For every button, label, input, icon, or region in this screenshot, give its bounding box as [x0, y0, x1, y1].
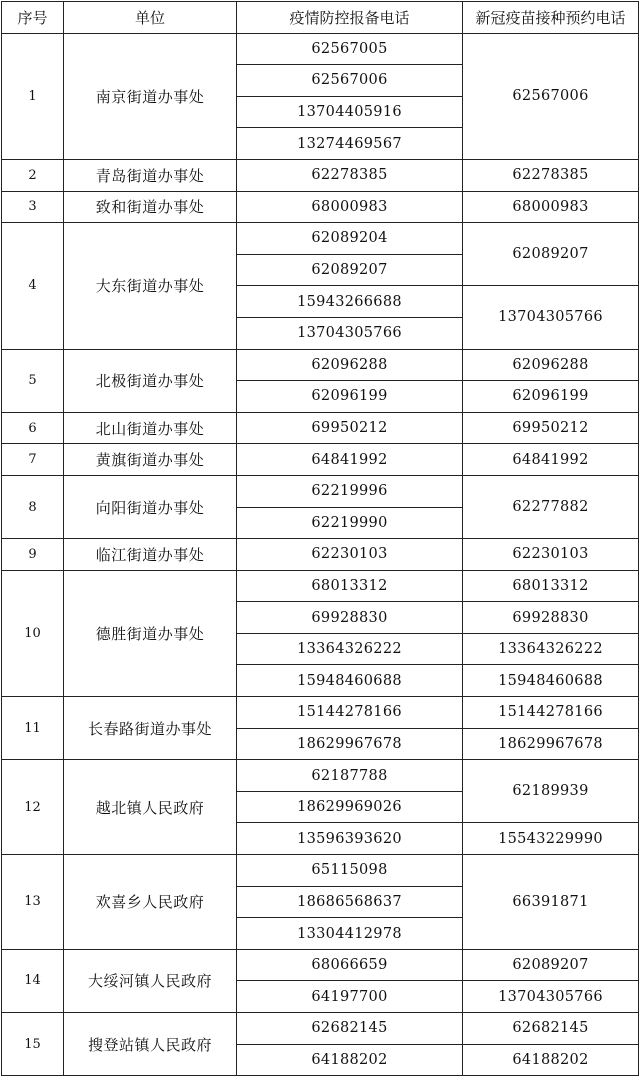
report-phone-cell: 62089204	[237, 223, 463, 255]
report-phone-cell: 62682145	[237, 1013, 463, 1045]
seq-cell: 6	[2, 412, 64, 444]
unit-cell: 青岛街道办事处	[64, 159, 237, 191]
report-phone-cell: 68013312	[237, 570, 463, 602]
unit-cell: 欢喜乡人民政府	[64, 855, 237, 950]
report-phone-cell: 62089207	[237, 254, 463, 286]
seq-cell: 2	[2, 159, 64, 191]
vaccine-phone-cell: 69950212	[463, 412, 639, 444]
seq-cell: 1	[2, 33, 64, 159]
report-phone-cell: 13364326222	[237, 633, 463, 665]
unit-cell: 搜登站镇人民政府	[64, 1013, 237, 1076]
table-row	[2, 349, 639, 381]
header-row	[2, 2, 639, 34]
seq-cell: 13	[2, 855, 64, 950]
seq-cell: 8	[2, 475, 64, 538]
report-phone-cell: 18629969026	[237, 791, 463, 823]
report-phone-cell: 62567006	[237, 65, 463, 97]
report-phone-cell: 13596393620	[237, 823, 463, 855]
vaccine-phone-cell: 62277882	[463, 475, 639, 538]
report-phone-cell: 62187788	[237, 760, 463, 792]
header-vaccine-phone: 新冠疫苗接种预约电话	[463, 2, 639, 34]
table-row	[2, 412, 639, 444]
vaccine-phone-cell: 66391871	[463, 855, 639, 950]
report-phone-cell: 68066659	[237, 949, 463, 981]
seq-cell: 10	[2, 570, 64, 696]
report-phone-cell: 13304412978	[237, 918, 463, 950]
vaccine-phone-cell: 64188202	[463, 1044, 639, 1076]
vaccine-phone-cell: 18629967678	[463, 728, 639, 760]
vaccine-phone-cell: 15144278166	[463, 697, 639, 729]
table-row	[2, 1013, 639, 1045]
vaccine-phone-cell: 62189939	[463, 760, 639, 823]
seq-cell: 11	[2, 697, 64, 760]
vaccine-phone-cell: 13704305766	[463, 286, 639, 349]
seq-cell: 5	[2, 349, 64, 412]
table-row	[2, 223, 639, 255]
report-phone-cell: 15144278166	[237, 697, 463, 729]
table-row	[2, 855, 639, 887]
seq-cell: 15	[2, 1013, 64, 1076]
unit-cell: 大东街道办事处	[64, 223, 237, 349]
vaccine-phone-cell: 68013312	[463, 570, 639, 602]
table-row	[2, 760, 639, 792]
vaccine-phone-cell: 15948460688	[463, 665, 639, 697]
seq-cell: 9	[2, 539, 64, 571]
report-phone-cell: 13274469567	[237, 128, 463, 160]
report-phone-cell: 69950212	[237, 412, 463, 444]
report-phone-cell: 62278385	[237, 159, 463, 191]
seq-cell: 7	[2, 444, 64, 476]
vaccine-phone-cell: 62682145	[463, 1013, 639, 1045]
header-seq: 序号	[2, 2, 64, 34]
table-row	[2, 159, 639, 191]
unit-cell: 致和街道办事处	[64, 191, 237, 223]
unit-cell: 大绥河镇人民政府	[64, 949, 237, 1012]
report-phone-cell: 62219996	[237, 475, 463, 507]
vaccine-phone-cell: 62096288	[463, 349, 639, 381]
report-phone-cell: 64188202	[237, 1044, 463, 1076]
unit-cell: 北极街道办事处	[64, 349, 237, 412]
vaccine-phone-cell: 62096199	[463, 381, 639, 413]
report-phone-cell: 64197700	[237, 981, 463, 1013]
vaccine-phone-cell: 13704305766	[463, 981, 639, 1013]
unit-cell: 越北镇人民政府	[64, 760, 237, 855]
vaccine-phone-cell: 62278385	[463, 159, 639, 191]
report-phone-cell: 13704405916	[237, 96, 463, 128]
vaccine-phone-cell: 62230103	[463, 539, 639, 571]
unit-cell: 向阳街道办事处	[64, 475, 237, 538]
vaccine-phone-cell: 62089207	[463, 223, 639, 286]
report-phone-cell: 69928830	[237, 602, 463, 634]
report-phone-cell: 62219990	[237, 507, 463, 539]
vaccine-phone-cell: 62567006	[463, 33, 639, 159]
report-phone-cell: 18686568637	[237, 886, 463, 918]
seq-cell: 12	[2, 760, 64, 855]
report-phone-cell: 65115098	[237, 855, 463, 887]
table-row	[2, 444, 639, 476]
report-phone-cell: 13704305766	[237, 317, 463, 349]
table-body	[2, 33, 639, 1076]
seq-cell: 4	[2, 223, 64, 349]
unit-cell: 南京街道办事处	[64, 33, 237, 159]
report-phone-cell: 15948460688	[237, 665, 463, 697]
table-row	[2, 33, 639, 65]
phone-directory-table	[1, 1, 639, 1076]
report-phone-cell: 18629967678	[237, 728, 463, 760]
vaccine-phone-cell: 62089207	[463, 949, 639, 981]
report-phone-cell: 62567005	[237, 33, 463, 65]
vaccine-phone-cell: 68000983	[463, 191, 639, 223]
seq-cell: 14	[2, 949, 64, 1012]
report-phone-cell: 64841992	[237, 444, 463, 476]
report-phone-cell: 62096199	[237, 381, 463, 413]
unit-cell: 黄旗街道办事处	[64, 444, 237, 476]
vaccine-phone-cell: 64841992	[463, 444, 639, 476]
header-unit: 单位	[64, 2, 237, 34]
report-phone-cell: 62096288	[237, 349, 463, 381]
unit-cell: 临江街道办事处	[64, 539, 237, 571]
report-phone-cell: 15943266688	[237, 286, 463, 318]
vaccine-phone-cell: 69928830	[463, 602, 639, 634]
unit-cell: 北山街道办事处	[64, 412, 237, 444]
unit-cell: 德胜街道办事处	[64, 570, 237, 696]
table-row	[2, 949, 639, 981]
vaccine-phone-cell: 13364326222	[463, 633, 639, 665]
seq-cell: 3	[2, 191, 64, 223]
table-row	[2, 697, 639, 729]
table-row	[2, 570, 639, 602]
report-phone-cell: 68000983	[237, 191, 463, 223]
report-phone-cell: 62230103	[237, 539, 463, 571]
table-row	[2, 475, 639, 507]
table-row	[2, 191, 639, 223]
table-row	[2, 539, 639, 571]
unit-cell: 长春路街道办事处	[64, 697, 237, 760]
vaccine-phone-cell: 15543229990	[463, 823, 639, 855]
header-report-phone: 疫情防控报备电话	[237, 2, 463, 34]
